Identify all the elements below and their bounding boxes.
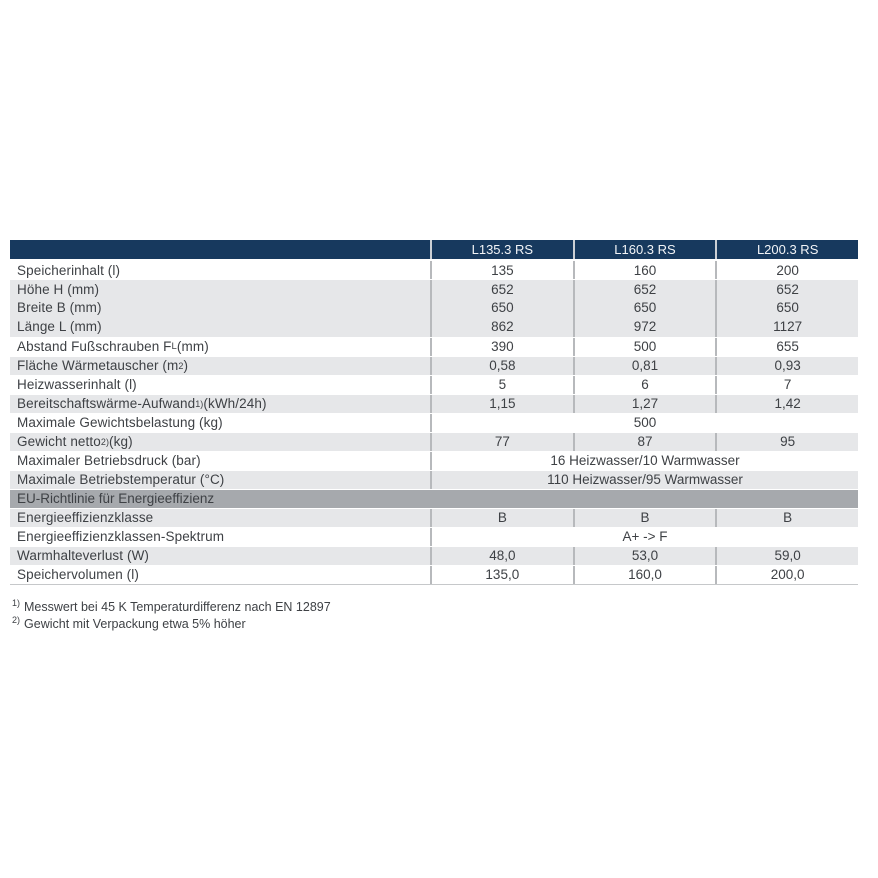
cell-value: 48,0 [430,547,573,565]
label-text: Speicherinhalt (l) [17,262,121,278]
table-row [10,547,858,566]
value-line: 650 [633,300,657,316]
cell-value: 390 [430,338,573,356]
table-row [10,528,858,547]
column-header: L200.3 RS [715,240,858,259]
cell-value [573,280,716,337]
cell-value: 77 [430,433,573,451]
cell-value: 160,0 [573,566,716,584]
value-line: 652 [633,282,657,297]
cell-value: 16 Heizwasser/10 Warmwasser [430,452,858,470]
cell-value: 135,0 [430,566,573,584]
footnote [12,616,331,633]
row-label [10,528,430,546]
row-label: Fläche Wärmetauscher (m 2 ) [17,358,189,374]
value-line: 1127 [773,318,803,334]
cell-value: 0,81 [573,357,716,375]
row-label [10,414,430,432]
label-text: (kWh/24h) [203,396,267,412]
footnote-mark: 2) [12,614,21,625]
value-line: 862 [491,318,514,334]
cell-value: 1,42 [715,395,858,413]
cell-value: B [573,509,716,527]
footnote-mark: 1) [12,597,21,608]
cell-value: 1,15 [430,395,573,413]
label-text: Energieeffizienzklasse [17,510,154,526]
label-line: Höhe H (mm) [17,282,100,297]
column-header-empty [10,240,430,259]
label-text: Speichervolumen (l) [17,567,139,583]
table-row [10,452,858,471]
cell-value: 6 [573,376,716,394]
section-header-row [10,490,858,509]
row-label [10,261,430,279]
cell-value: 0,93 [715,357,858,375]
row-label: Bereitschaftswärme-Aufwand 1) (kWh/24h) [17,396,267,412]
row-label [10,452,430,470]
label-text: Fläche Wärmetauscher (m [17,358,179,374]
row-label [10,280,430,337]
cell-value: 110 Heizwasser/95 Warmwasser [430,471,858,489]
section-title [10,490,858,508]
value-line: 972 [633,318,657,334]
spec-table [10,240,858,585]
cell-value: 655 [715,338,858,356]
cell-value: 7 [715,376,858,394]
label-text: Warmhalteverlust (W) [17,548,150,564]
cell-value [430,280,573,337]
row-label: Abstand Fußschrauben F L (mm) [17,339,209,355]
cell-value: B [715,509,858,527]
table-header-row [10,240,858,261]
cell-value: 500 [430,414,858,432]
label-text: (kg) [109,434,133,450]
cell-value: 1,27 [573,395,716,413]
value-line: 652 [776,282,799,297]
row-label [10,471,430,489]
cell-value: 95 [715,433,858,451]
label-text: Gewicht netto [17,434,101,450]
cell-value: 200 [715,261,858,279]
table-row [10,566,858,585]
row-label [10,547,430,565]
value-line: 652 [491,282,514,297]
cell-value: A+ -> F [430,528,858,546]
label-line: Länge L (mm) [17,318,102,334]
table-row [10,395,858,414]
column-header: L135.3 RS [430,240,573,259]
row-label: Gewicht netto 2) (kg) [17,434,133,450]
cell-value: 160 [573,261,716,279]
table-body [10,261,858,585]
cell-value [715,280,858,337]
cell-value: 59,0 [715,547,858,565]
table-row [10,509,858,528]
label-text: Heizwasserinhalt (l) [17,377,137,393]
table-row [10,280,858,338]
cell-value: B [430,509,573,527]
table-row [10,261,858,280]
cell-value: 135 [430,261,573,279]
cell-value: 0,58 [430,357,573,375]
label-text: Maximaler Betriebsdruck (bar) [17,453,201,469]
value-line: 650 [491,300,514,316]
row-label [10,376,430,394]
cell-value: 87 [573,433,716,451]
footnote [12,599,331,616]
row-label [10,509,430,527]
table-row [10,338,858,357]
cell-value: 200,0 [715,566,858,584]
label-text: Abstand Fußschrauben F [17,339,172,355]
cell-value: 500 [573,338,716,356]
table-row [10,433,858,452]
cell-value: 53,0 [573,547,716,565]
row-label [10,566,430,584]
table-row [10,414,858,433]
table-row [10,376,858,395]
label-text: Bereitschaftswärme-Aufwand [17,396,196,412]
label-text: Maximale Betriebstemperatur (°C) [17,472,225,488]
label-text: Maximale Gewichtsbelastung (kg) [17,415,223,431]
label-text: ) [183,358,189,374]
label-text: Energieeffizienzklassen-Spektrum [17,529,225,545]
footnotes [12,599,331,633]
column-header: L160.3 RS [573,240,716,259]
label-text: EU-Richtlinie für Energieeffizienz [17,491,215,507]
value-line: 650 [776,300,799,316]
footnote-text: Gewicht mit Verpackung etwa 5% höher [24,617,246,631]
table-row [10,357,858,376]
label-line: Breite B (mm) [17,300,102,316]
footnote-text: Messwert bei 45 K Temperaturdifferenz nach EN 12897 [24,600,331,614]
table-row [10,471,858,490]
cell-value: 5 [430,376,573,394]
label-text: (mm) [176,339,209,355]
